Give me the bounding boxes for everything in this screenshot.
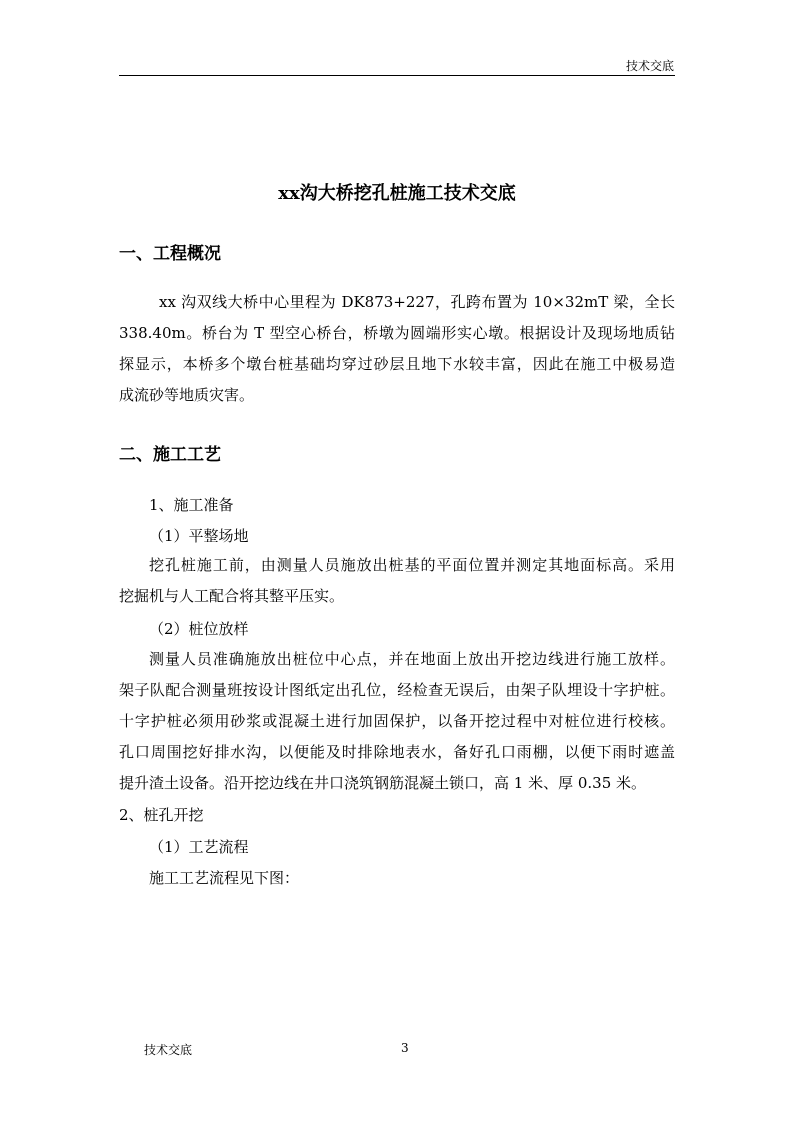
section-heading-process: 二、施工工艺 <box>119 445 221 465</box>
item-pile-layout: （2）桩位放样 <box>149 620 249 638</box>
paragraph-line: 成流砂等地质灾害。 <box>119 386 255 404</box>
paragraph-line: 提升渣土设备。沿开挖边线在井口浇筑钢筋混凝土锁口，高 1 米、厚 0.35 米。 <box>119 774 647 792</box>
paragraph-line: 孔口周围挖好排水沟，以便能及时排除地表水，备好孔口雨棚，以便下雨时遮盖 <box>119 743 675 761</box>
subsection-pile-excavation: 2、桩孔开挖 <box>119 806 204 824</box>
pile-layout-paragraph <box>119 644 675 799</box>
subsection-construction-prep: 1、施工准备 <box>149 496 234 514</box>
page-number: 3 <box>401 1041 409 1055</box>
paragraph-line: 架子队配合测量班按设计图纸定出孔位，经检查无误后，由架子队埋设十字护桩。 <box>119 681 675 699</box>
paragraph-line: 测量人员准确施放出桩位中心点，并在地面上放出开挖边线进行施工放样。 <box>149 650 675 668</box>
item-site-leveling: （1）平整场地 <box>149 527 249 545</box>
paragraph-line: 探显示，本桥多个墩台桩基础均穿过砂层且地下水较丰富，因此在施工中极易造 <box>119 355 675 373</box>
footer-label: 技术交底 <box>144 1043 193 1057</box>
page-header-text: 技术交底 <box>625 59 674 73</box>
header-rule <box>119 75 675 76</box>
process-flow-text: 施工工艺流程见下图： <box>149 869 300 887</box>
section-heading-overview: 一、工程概况 <box>119 244 221 264</box>
paragraph-line: 338.40m。桥台为 T 型空心桥台，桥墩为圆端形实心墩。根据设计及现场地质钻 <box>119 324 675 342</box>
paragraph-line: 挖掘机与人工配合将其整平压实。 <box>119 587 345 605</box>
paragraph-line: 挖孔桩施工前，由测量人员施放出桩基的平面位置并测定其地面标高。采用 <box>149 556 675 574</box>
paragraph-line: xx 沟双线大桥中心里程为 DK873+227，孔跨布置为 10×32mT 梁，全长 <box>159 293 675 311</box>
paragraph-line: 十字护桩必须用砂浆或混凝土进行加固保护，以备开挖过程中对桩位进行校核。 <box>119 712 675 730</box>
site-leveling-paragraph <box>119 550 675 612</box>
item-process-flow: （1）工艺流程 <box>149 838 249 856</box>
document-title: xx沟大桥挖孔桩施工技术交底 <box>278 183 516 204</box>
overview-paragraph <box>119 287 675 411</box>
